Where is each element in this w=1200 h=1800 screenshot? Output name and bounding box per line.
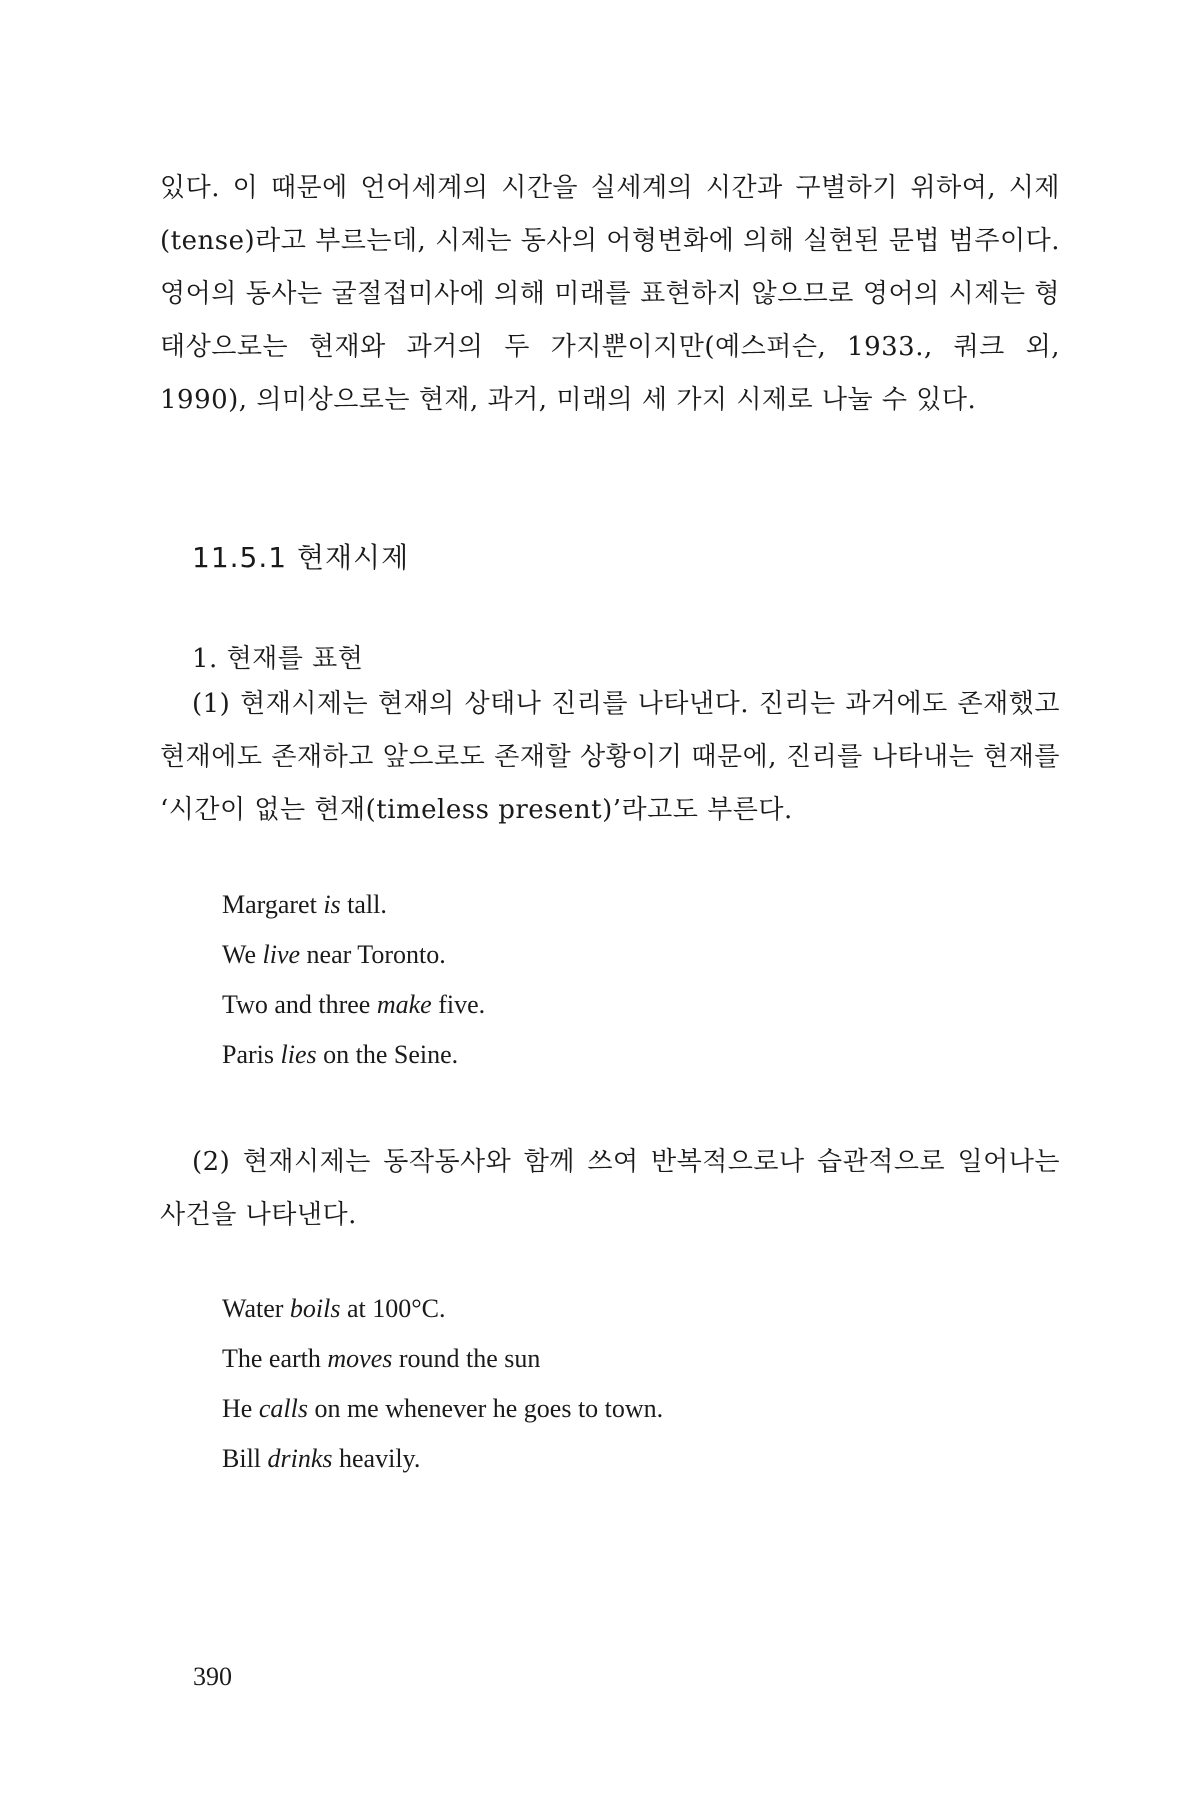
example-verb: moves bbox=[327, 1344, 393, 1373]
example-sentence: Water boils at 100°C. bbox=[222, 1294, 446, 1323]
point-1-paragraph: (1) 현재시제는 현재의 상태나 진리를 나타낸다. 진리는 과거에도 존재했고 현재에도 존재하고 앞으로도 존재할 상황이기 때문에, 진리를 나타내는 현재를 ‘시간이 없는 현재(timeless present)’라고도 부른다. bbox=[160, 689, 1060, 825]
example-sentence: Paris lies on the Seine. bbox=[222, 1040, 459, 1069]
example-verb: lies bbox=[280, 1040, 317, 1069]
example-sentence: The earth moves round the sun bbox=[222, 1344, 541, 1373]
example-sentence: We live near Toronto. bbox=[222, 940, 446, 969]
subsection-heading: 1. 현재를 표현 bbox=[192, 644, 364, 674]
page-number: 390 bbox=[193, 1662, 232, 1691]
example-sentence: He calls on me whenever he goes to town. bbox=[222, 1394, 664, 1423]
point-2-paragraph: (2) 현재시제는 동작동사와 함께 쓰여 반복적으로나 습관적으로 일어나는 사건을 나타낸다. bbox=[160, 1147, 1060, 1230]
example-verb: live bbox=[262, 940, 301, 969]
example-verb: is bbox=[323, 890, 341, 919]
example-sentence: Bill drinks heavily. bbox=[222, 1444, 421, 1473]
example-sentence: Two and three make five. bbox=[222, 990, 486, 1019]
example-verb: drinks bbox=[267, 1444, 333, 1473]
example-verb: make bbox=[376, 990, 432, 1019]
intro-paragraph: 있다. 이 때문에 언어세계의 시간을 실세계의 시간과 구별하기 위하여, 시제(tense)라고 부르는데, 시제는 동사의 어형변화에 의해 실현된 문법 범주이다. 영어의 동사는 굴절접미사에 의해 미래를 표현하지 않으므로 영어의 시제는 형태상으로는 현재와 과거의 두 가지뿐이지만(예스퍼슨, 1933., 쿼크 외, 1990), 의미상으로는 현재, 과거, 미래의 세 가지 시제로 나눌 수 있다. bbox=[160, 173, 1060, 415]
example-verb: boils bbox=[289, 1294, 341, 1323]
example-list-1 bbox=[222, 880, 485, 1080]
section-heading: 11.5.1 현재시제 bbox=[192, 541, 410, 574]
example-sentence: Margaret is tall. bbox=[222, 890, 387, 919]
example-verb: calls bbox=[258, 1394, 308, 1423]
example-list-2 bbox=[222, 1284, 663, 1484]
